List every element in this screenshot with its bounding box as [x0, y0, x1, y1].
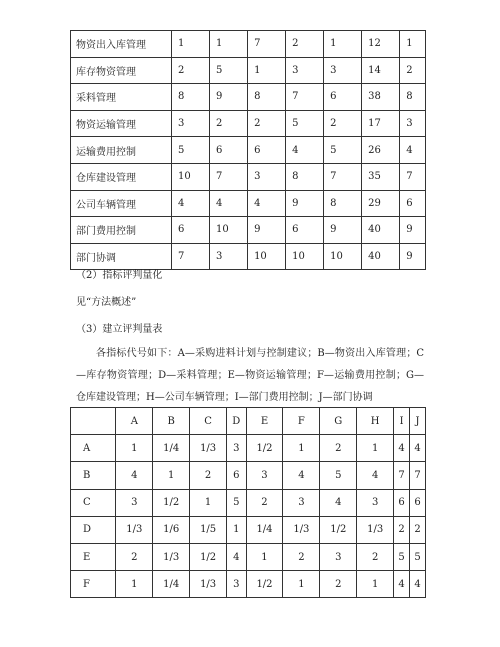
- table-cell: 9: [400, 243, 426, 270]
- row-label-cell: E: [71, 543, 116, 570]
- row-label-cell: C: [71, 489, 116, 516]
- table-cell: 7: [410, 462, 426, 489]
- table-cell: 8: [172, 84, 210, 111]
- table-cell: 2: [210, 110, 248, 137]
- row-label-cell: A: [71, 435, 116, 462]
- table-cell: 5: [394, 543, 410, 570]
- row-label-cell: 采料管理: [71, 84, 172, 111]
- table-cell: 7: [400, 163, 426, 190]
- table-cell: 2: [283, 543, 320, 570]
- table-row: [71, 110, 426, 137]
- table-row: [71, 571, 426, 598]
- table-cell: 4: [286, 137, 324, 164]
- table-cell: 9: [210, 84, 248, 111]
- table-cell: 1/2: [190, 543, 227, 570]
- table-cell: 10: [286, 243, 324, 270]
- row-label-cell: F: [71, 571, 116, 598]
- column-header: J: [410, 408, 426, 435]
- table-cell: 1: [283, 435, 320, 462]
- row-label-cell: 物资出入库管理: [71, 31, 172, 58]
- table-row: [71, 489, 426, 516]
- table-cell: 10: [172, 163, 210, 190]
- table-cell: 2: [394, 516, 410, 543]
- table-cell: 1: [190, 489, 227, 516]
- row-label-cell: 部门费用控制: [71, 217, 172, 244]
- column-header: [71, 408, 116, 435]
- table-cell: 2: [400, 57, 426, 84]
- table-cell: 10: [324, 243, 362, 270]
- table-cell: 5: [210, 57, 248, 84]
- table-cell: 4: [394, 435, 410, 462]
- column-header: H: [357, 408, 394, 435]
- table-cell: 8: [286, 163, 324, 190]
- table-cell: 6: [394, 489, 410, 516]
- table-cell: 1: [357, 571, 394, 598]
- table-cell: 4: [210, 190, 248, 217]
- indicator-codes-paragraph: 各指标代号如下：A—采购进料计划与控制建议；B—物资出入库管理；C—库存物资管理；D—采料管理；E—物资运输管理；F—运输费用控制；G—仓库建设管理；H—公司车辆管理；I—部门费用控制；J—部门协调: [76, 348, 424, 403]
- table-cell: 2: [324, 110, 362, 137]
- table-cell: 3: [227, 435, 246, 462]
- header-row: [71, 408, 426, 435]
- column-header: D: [227, 408, 246, 435]
- table-cell: 40: [362, 217, 400, 244]
- table-cell: 1: [324, 31, 362, 58]
- table-cell: 35: [362, 163, 400, 190]
- row-label-cell: 库存物资管理: [71, 57, 172, 84]
- table-cell: 6: [248, 137, 286, 164]
- row-label-cell: B: [71, 462, 116, 489]
- table-cell: 3: [246, 462, 283, 489]
- table-cell: 6: [410, 489, 426, 516]
- table-cell: 1/3: [116, 516, 153, 543]
- table-cell: 1/4: [246, 516, 283, 543]
- table-cell: 1: [400, 31, 426, 58]
- column-header: I: [394, 408, 410, 435]
- row-label-cell: D: [71, 516, 116, 543]
- table-cell: 4: [248, 190, 286, 217]
- table-cell: 8: [400, 84, 426, 111]
- table-cell: 1/4: [153, 435, 190, 462]
- table-row: [71, 516, 426, 543]
- table-cell: 1: [172, 31, 210, 58]
- table-cell: 38: [362, 84, 400, 111]
- table-cell: 1: [227, 516, 246, 543]
- row-label-cell: 运输费用控制: [71, 137, 172, 164]
- column-header: G: [320, 408, 357, 435]
- table-row: [71, 435, 426, 462]
- table-cell: 4: [116, 462, 153, 489]
- table-row: [71, 190, 426, 217]
- table-cell: 7: [286, 84, 324, 111]
- table-cell: 2: [172, 57, 210, 84]
- table-cell: 29: [362, 190, 400, 217]
- table-cell: 1/5: [190, 516, 227, 543]
- table-cell: 5: [172, 137, 210, 164]
- table-cell: 3: [320, 543, 357, 570]
- table-cell: 2: [190, 462, 227, 489]
- table-cell: 3: [210, 243, 248, 270]
- table-cell: 5: [324, 137, 362, 164]
- table-cell: 5: [410, 543, 426, 570]
- table-cell: 6: [172, 217, 210, 244]
- table-cell: 4: [394, 571, 410, 598]
- table-cell: 9: [248, 217, 286, 244]
- table-cell: 12: [362, 31, 400, 58]
- table-cell: 10: [210, 217, 248, 244]
- table-cell: 17: [362, 110, 400, 137]
- column-header: B: [153, 408, 190, 435]
- table-cell: 9: [400, 217, 426, 244]
- column-header: E: [246, 408, 283, 435]
- row-label-cell: 公司车辆管理: [71, 190, 172, 217]
- table-cell: 9: [286, 190, 324, 217]
- table-row: [71, 31, 426, 58]
- table-row: [71, 462, 426, 489]
- table-cell: 2: [286, 31, 324, 58]
- table-cell: 4: [172, 190, 210, 217]
- table-cell: 6: [210, 137, 248, 164]
- table-cell: 4: [357, 462, 394, 489]
- section-note-2: （2）指标评判量化: [76, 270, 163, 281]
- column-header: A: [116, 408, 153, 435]
- column-header: C: [190, 408, 227, 435]
- table-cell: 5: [227, 489, 246, 516]
- table-cell: 1: [283, 571, 320, 598]
- table-cell: 1/3: [190, 435, 227, 462]
- table-cell: 5: [320, 462, 357, 489]
- table-cell: 1: [246, 543, 283, 570]
- table-cell: 1/3: [283, 516, 320, 543]
- table-row: [71, 543, 426, 570]
- table-cell: 4: [283, 462, 320, 489]
- table-cell: 8: [324, 190, 362, 217]
- table-cell: 3: [248, 163, 286, 190]
- table-cell: 1: [248, 57, 286, 84]
- table-cell: 2: [320, 435, 357, 462]
- table-cell: 2: [357, 543, 394, 570]
- table-cell: 1/2: [246, 435, 283, 462]
- table-row: [71, 163, 426, 190]
- table-cell: 5: [286, 110, 324, 137]
- table-cell: 6: [286, 217, 324, 244]
- table-cell: 3: [324, 57, 362, 84]
- table-cell: 4: [410, 435, 426, 462]
- table-cell: 3: [283, 489, 320, 516]
- table-cell: 1: [210, 31, 248, 58]
- table-cell: 6: [324, 84, 362, 111]
- table-cell: 1/2: [246, 571, 283, 598]
- table-cell: 1/2: [153, 489, 190, 516]
- table-cell: 4: [227, 543, 246, 570]
- table-cell: 2: [410, 516, 426, 543]
- table-cell: 1: [153, 462, 190, 489]
- table-cell: 7: [248, 31, 286, 58]
- row-label-cell: 仓库建设管理: [71, 163, 172, 190]
- table-cell: 1/4: [153, 571, 190, 598]
- table-cell: 1/3: [357, 516, 394, 543]
- column-header: F: [283, 408, 320, 435]
- table-cell: 3: [357, 489, 394, 516]
- table-cell: 2: [248, 110, 286, 137]
- table-cell: 4: [400, 137, 426, 164]
- table-cell: 14: [362, 57, 400, 84]
- table-cell: 1/3: [190, 571, 227, 598]
- table-cell: 26: [362, 137, 400, 164]
- table-cell: 7: [324, 163, 362, 190]
- section-note-3: （3）建立评判量表: [76, 324, 163, 335]
- reference-line: 见“方法概述”: [76, 297, 137, 308]
- table-cell: 40: [362, 243, 400, 270]
- table-cell: 2: [116, 543, 153, 570]
- table-row: [71, 84, 426, 111]
- table-cell: 1: [116, 435, 153, 462]
- table-cell: 2: [320, 571, 357, 598]
- table-cell: 1: [357, 435, 394, 462]
- table-cell: 2: [246, 489, 283, 516]
- table-cell: 7: [210, 163, 248, 190]
- row-label-cell: 部门协调: [71, 243, 172, 270]
- table-row: [71, 57, 426, 84]
- table-row: [71, 137, 426, 164]
- table-cell: 10: [248, 243, 286, 270]
- table-cell: 3: [286, 57, 324, 84]
- table-cell: 3: [116, 489, 153, 516]
- judgment-matrix-table: [70, 407, 426, 598]
- table-cell: 6: [227, 462, 246, 489]
- table-cell: 4: [320, 489, 357, 516]
- table-cell: 8: [248, 84, 286, 111]
- table-cell: 7: [394, 462, 410, 489]
- table-cell: 1/6: [153, 516, 190, 543]
- table-cell: 9: [324, 217, 362, 244]
- table-cell: 4: [410, 571, 426, 598]
- table-cell: 1: [116, 571, 153, 598]
- table-cell: 3: [227, 571, 246, 598]
- table-cell: 3: [400, 110, 426, 137]
- table-cell: 6: [400, 190, 426, 217]
- table-row: [71, 217, 426, 244]
- row-label-cell: 物资运输管理: [71, 110, 172, 137]
- table-cell: 7: [172, 243, 210, 270]
- ranking-table: [70, 30, 426, 270]
- table-cell: 1/2: [320, 516, 357, 543]
- table-cell: 3: [172, 110, 210, 137]
- table-cell: 1/3: [153, 543, 190, 570]
